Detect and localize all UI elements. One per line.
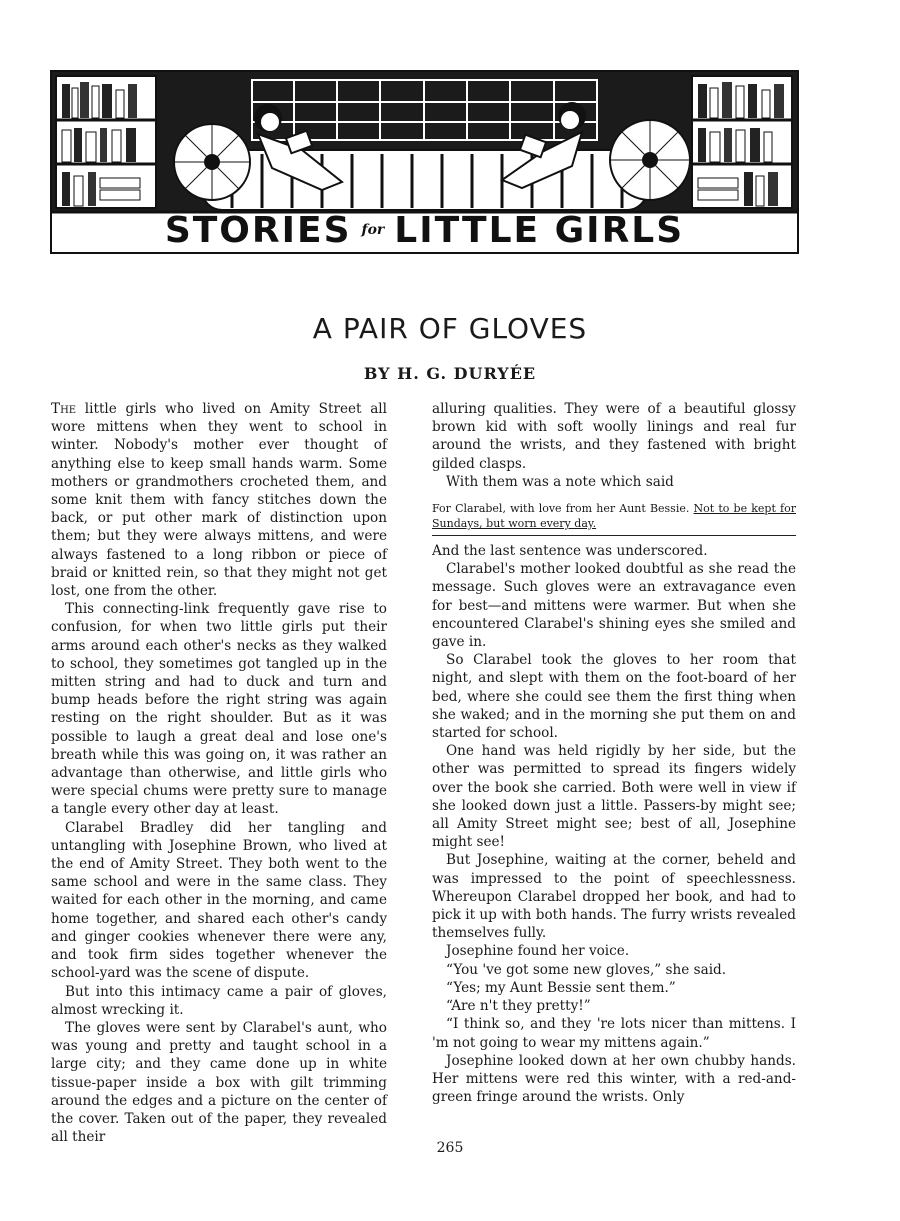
aunt-note: [432, 501, 796, 536]
left-column: [51, 400, 387, 1146]
article-byline: BY H. G. DURYÉE: [363, 364, 537, 383]
paragraph: So Clarabel took the gloves to her room that night, and slept with them on the foot-board of her bed, where she could see them the first thing when she waked; and in the morning she put them on and started for school.: [432, 652, 796, 742]
paragraph: alluring qualities. They were of a beautiful glossy brown kid with soft woolly linings and real fur around the wrists, and they fastened with bright gilded clasps.: [432, 401, 796, 472]
paragraph: But Josephine, waiting at the corner, beheld and was impressed to the point of speechlessness. Whereupon Clarabel dropped her book, and had to pick it up with both hands. The furry wrists revealed themselves fully.: [432, 852, 796, 942]
paragraph: One hand was held rigidly by her side, but the other was permitted to spread its fingers widely over the book she carried. Both were well in view if she looked down just a little. Passers-by might see; all Amity Street might see; best of all, Josephine might see!: [432, 743, 796, 851]
paragraph: “Yes; my Aunt Bessie sent them.”: [446, 979, 676, 996]
paragraph: And the last sentence was underscored.: [432, 543, 708, 560]
paragraph: [51, 400, 387, 600]
banner-title-left: STORIES: [164, 209, 352, 251]
left-bookshelf: [56, 76, 156, 208]
paragraph: With them was a note which said: [446, 473, 674, 490]
note-text: For Clarabel, with love from her Aunt Bessie.: [432, 502, 694, 516]
paragraph: The gloves were sent by Clarabel's aunt, who was young and pretty and taught school in a large city; and they came done up in white tissue-paper inside a box with gilt trimming around the edges and a picture on the center of the cover. Taken out of the paper, they revealed all their: [51, 1019, 387, 1146]
paragraph: “I think so, and they 're lots nicer than mittens. I 'm not going to wear my mittens again.”: [432, 1016, 796, 1051]
right-bookshelf: [692, 76, 792, 208]
lead-word: The: [51, 401, 77, 417]
right-pillow: [610, 120, 690, 200]
article-title: A PAIR OF GLOVES: [312, 312, 588, 345]
banner-title-right: LITTLE GIRLS: [394, 209, 685, 251]
paragraph: This connecting-link frequently gave rise to confusion, for when two little girls put their arms around each other's necks as they walked to school, they sometimes got tangled up in the mitten string and had to duck and turn and bump heads before the right string was again resting on the right shoulder. But as it was possible to laugh a great deal and lose one's breath while this was going on, it was rather an advantage than otherwise, and little girls who were special chums were pretty sure to manage a tangle every other day at least.: [51, 601, 387, 818]
paragraph: Clarabel's mother looked doubtful as she read the message. Such gloves were an extravagance even for best—and mittens were warmer. But when she encountered Clarabel's shining eyes she smiled and gave in.: [432, 561, 796, 651]
paragraph: Josephine found her voice.: [446, 943, 630, 960]
paragraph: Josephine looked down at her own chubby hands. Her mittens were red this winter, with a red-and-green fringe around the wrists. Only: [432, 1052, 796, 1106]
note-underlined-text: Not to be kept for Sundays, but worn every day.: [432, 502, 796, 531]
paragraph: “Are n't they pretty!”: [446, 998, 591, 1015]
header-banner: [50, 70, 799, 254]
paragraph: But into this intimacy came a pair of gloves, almost wrecking it.: [51, 983, 387, 1018]
page-number: 265: [436, 1140, 464, 1156]
banner-title-for: for: [361, 222, 385, 238]
left-pillow: [174, 124, 250, 200]
right-column: [432, 400, 796, 1106]
banner-title: [52, 210, 797, 250]
paragraph: “You 've got some new gloves,” she said.: [446, 961, 727, 978]
paragraph: Clarabel Bradley did her tangling and untangling with Josephine Brown, who lived at the end of Amity Street. They both went to the same school and were in the same class. They waited for each other in the morning, and came home together, and shared each other's candy and ginger cookies whenever there were any, and took firm sides together whenever the school-yard was the scene of dispute.: [51, 819, 387, 982]
paragraph-text: little girls who lived on Amity Street all wore mittens when they went to school in winter. Nobody's mother ever thought of anything else to keep small hands warm. Some mothers or grandmothers crocheted them, and some knit them with fancy stitches down the back, or put other mark of distinction upon them; but they were always mittens, and were always fastened to a long ribbon or piece of braid or knitted rein, so that they might not get lost, one from the other.: [51, 401, 387, 600]
